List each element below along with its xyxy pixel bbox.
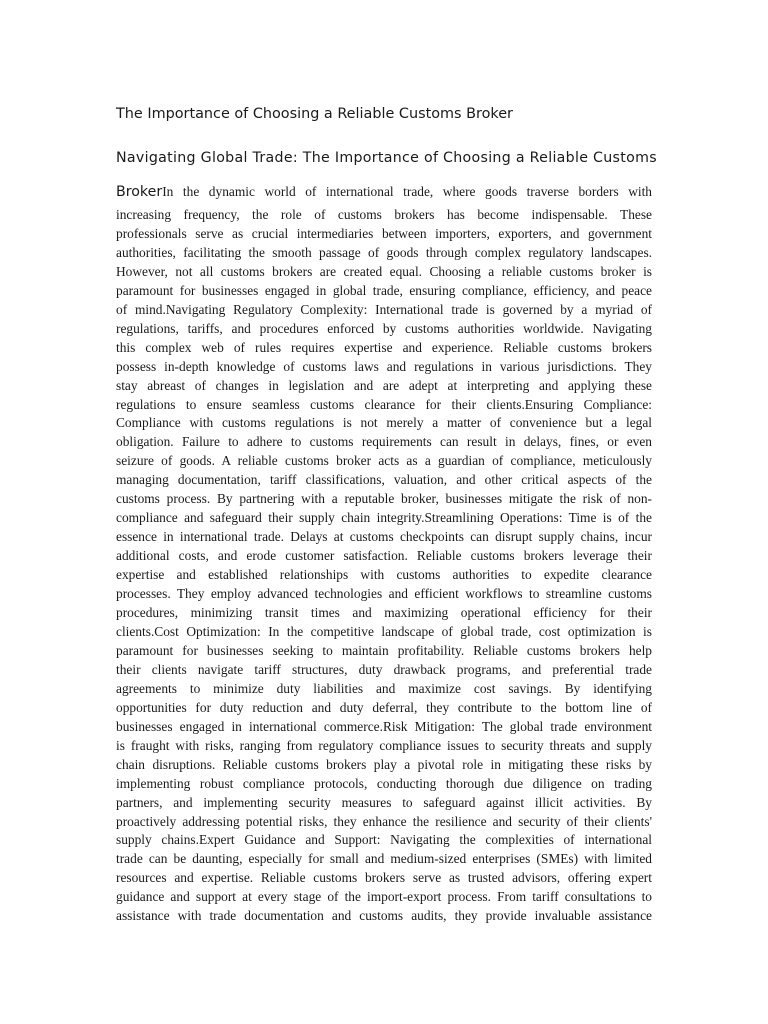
body-line: partners, and implementing security measures to safeguard against illicit activities. By: [116, 794, 652, 810]
body-line: chain disruptions. Reliable customs brokers play a pivotal role in mitigating these risks by: [116, 756, 652, 772]
body-line: is fraught with risks, ranging from regulatory compliance issues to security threats and supply: [116, 737, 652, 753]
body-line: Compliance with customs regulations is not merely a matter of convenience but a legal: [116, 415, 652, 431]
body-line: regulations, tariffs, and procedures enforced by customs authorities worldwide. Navigating: [116, 320, 652, 336]
body-line: of mind.Navigating Regulatory Complexity: International trade is governed by a myriad of: [116, 301, 652, 317]
document-heading: Navigating Global Trade: The Importance of Choosing a Reliable Customs: [116, 150, 657, 166]
body-first-line: [116, 178, 652, 206]
body-line: proactively addressing potential risks, they enhance the resilience and security of their clients': [116, 813, 652, 829]
document-title: The Importance of Choosing a Reliable Customs Broker: [116, 106, 513, 122]
body-line: However, not all customs brokers are created equal. Choosing a reliable customs broker is: [116, 263, 652, 279]
body-line: managing documentation, tariff classifications, valuation, and other critical aspects of the: [116, 472, 652, 488]
body-line: trade can be daunting, especially for small and medium-sized enterprises (SMEs) with limited: [116, 851, 652, 867]
body-line: implementing robust compliance protocols, conducting thorough due diligence on trading: [116, 775, 652, 791]
body-line: agreements to minimize duty liabilities and maximize cost savings. By identifying: [116, 680, 652, 696]
body-line: essence in international trade. Delays at customs checkpoints can disrupt supply chains, incur: [116, 529, 652, 545]
body-line: compliance and safeguard their supply chain integrity.Streamlining Operations: Time is of the: [116, 510, 652, 526]
body-line: businesses engaged in international commerce.Risk Mitigation: The global trade environment: [116, 718, 652, 734]
body-line: regulations to ensure seamless customs clearance for their clients.Ensuring Compliance:: [116, 396, 652, 412]
body-line: paramount for businesses engaged in global trade, ensuring compliance, efficiency, and peace: [116, 282, 652, 298]
document-body: [116, 178, 652, 926]
body-line: their clients navigate tariff structures, duty drawback programs, and preferential trade: [116, 661, 652, 677]
body-line: possess in-depth knowledge of customs laws and regulations in various jurisdictions. They: [116, 358, 652, 374]
body-line: processes. They employ advanced technologies and efficient workflows to streamline customs: [116, 586, 652, 602]
body-line: additional costs, and erode customer satisfaction. Reliable customs brokers leverage their: [116, 548, 652, 564]
body-line: procedures, minimizing transit times and maximizing operational efficiency for their: [116, 605, 652, 621]
body-line: paramount for businesses seeking to maintain profitability. Reliable customs brokers help: [116, 642, 652, 658]
body-line: authorities, facilitating the smooth passage of goods through complex regulatory landscapes.: [116, 244, 652, 260]
body-line: expertise and established relationships with customs authorities to expedite clearance: [116, 567, 652, 583]
document-page: [116, 0, 657, 1024]
body-line: this complex web of rules requires expertise and experience. Reliable customs brokers: [116, 339, 652, 355]
body-line: guidance and support at every stage of the import-export process. From tariff consultations to: [116, 889, 652, 905]
body-line: resources and expertise. Reliable customs brokers serve as trusted advisors, offering expert: [116, 870, 652, 886]
body-line: stay abreast of changes in legislation and are adept at interpreting and applying these: [116, 377, 652, 393]
body-line: assistance with trade documentation and customs audits, they provide invaluable assistance: [116, 908, 652, 924]
body-line: supply chains.Expert Guidance and Support: Navigating the complexities of international: [116, 832, 652, 848]
body-line: opportunities for duty reduction and duty deferral, they contribute to the bottom line of: [116, 699, 652, 715]
heading-tail: Broker: [116, 184, 163, 200]
body-line: obligation. Failure to adhere to customs requirements can result in delays, fines, or even: [116, 434, 652, 450]
body-line: clients.Cost Optimization: In the competitive landscape of global trade, cost optimization is: [116, 623, 652, 639]
body-line: professionals serve as crucial intermediaries between importers, exporters, and government: [116, 225, 652, 241]
body-line: increasing frequency, the role of customs brokers has become indispensable. These: [116, 207, 652, 222]
body-line: customs process. By partnering with a reputable broker, businesses mitigate the risk of non-: [116, 491, 652, 507]
body-line: In the dynamic world of international trade, where goods traverse borders with: [162, 184, 652, 199]
body-line: seizure of goods. A reliable customs broker acts as a guardian of compliance, meticulously: [116, 453, 652, 469]
